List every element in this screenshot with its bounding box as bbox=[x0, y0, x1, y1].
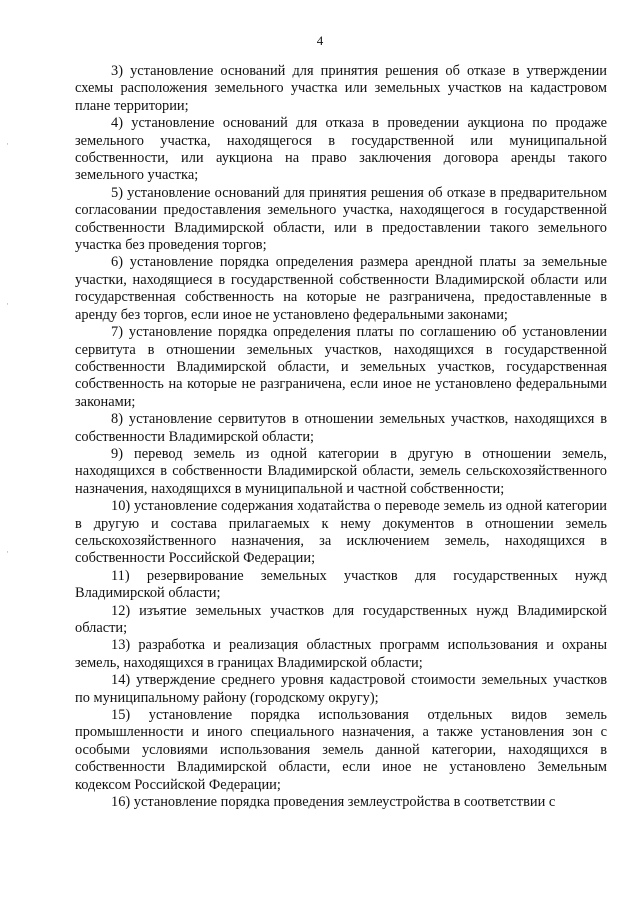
list-item: 10) установление содержания ходатайства о переводе земель из одной категории в другую и состава прилагаемых к нему документов в отношении земель сельскохозяйственного назначения, за исключением земель, находящихся в собственности Российской Федерации; bbox=[75, 498, 607, 567]
list-item: 5) установление оснований для принятия решения об отказе в предварительном согласовании предоставления земельного участка, находящегося в государственной собственности Владимирской области, или в предоставлении такого земельного участка без проведения торгов; bbox=[75, 184, 607, 254]
document-body bbox=[75, 63, 607, 811]
list-item: 13) разработка и реализация областных программ использования и охраны земель, находящихся в границах Владимирской области; bbox=[75, 637, 607, 671]
list-item: 7) установление порядка определения платы по соглашению об установлении сервитута в отношении земельных участков, находящихся в государственной собственности Владимирской области, и земельных участков, государственная собственность на которые не разграничена, если иное не установлено федеральными законами; bbox=[75, 324, 607, 410]
list-item: 9) перевод земель из одной категории в другую в отношении земель, находящихся в собственности Владимирской области, земель сельскохозяйственного назначения, находящихся в муниципальной и частной собственности; bbox=[75, 445, 607, 497]
scan-dot: · bbox=[6, 547, 9, 557]
list-item: 4) установление оснований для отказа в проведении аукциона по продаже земельного участка, находящегося в государственной или муниципальной собственности, или аукциона на право заключения договора аренды такого земельного участка; bbox=[75, 115, 607, 184]
list-item: 14) утверждение среднего уровня кадастровой стоимости земельных участков по муниципальному району (городскому округу); bbox=[75, 672, 607, 706]
list-item: 12) изъятие земельных участков для государственных нужд Владимирской области; bbox=[75, 602, 607, 636]
page-number: 4 bbox=[316, 33, 324, 48]
list-item: 8) установление сервитутов в отношении земельных участков, находящихся в собственности Владимирской области; bbox=[75, 411, 607, 445]
list-item: 3) установление оснований для принятия решения об отказе в утверждении схемы расположения земельного участка или земельных участков на кадастровом плане территории; bbox=[75, 63, 607, 114]
list-item: 11) резервирование земельных участков для государственных нужд Владимирской области; bbox=[75, 567, 607, 602]
list-item: 16) установление порядка проведения землеустройства в соответствии с bbox=[111, 794, 556, 811]
scan-dot: · bbox=[6, 299, 9, 309]
list-item: 6) установление порядка определения размера арендной платы за земельные участки, находящиеся в государственной собственности Владимирской области или государственная собственность на которые не разграничена, предоставленные в аренду без торгов, если иное не установлено федеральными законами; bbox=[75, 254, 607, 323]
scan-dot: · bbox=[6, 139, 9, 149]
scan-margin-marks bbox=[0, 0, 20, 905]
list-item: 15) установление порядка использования отдельных видов земель промышленности и иного специального назначения, а также установления зон с особыми условиями использования земель данной категории, находящихся в собственности Владимирской области, если иное не установлено Земельным кодексом Российской Федерации; bbox=[75, 707, 607, 793]
